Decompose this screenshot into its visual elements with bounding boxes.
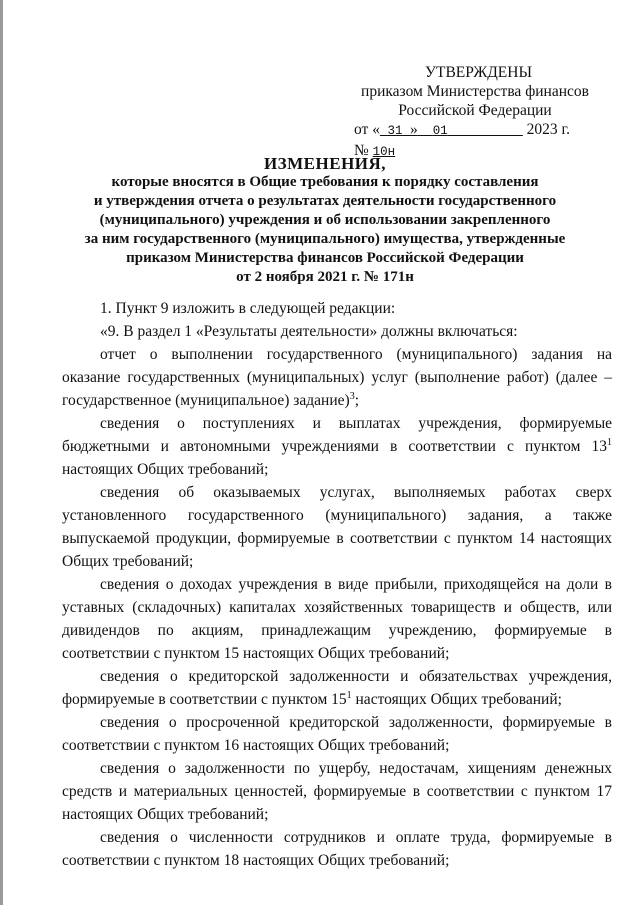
date-year: 2023 г. № bbox=[354, 121, 571, 159]
superscript: 1 bbox=[346, 690, 352, 701]
paragraph: сведения о просроченной кредиторской задолженности, формируемые в соответствии с пунктом 16 настоящих Общих требований; bbox=[62, 714, 612, 754]
paragraph: 1. Пункт 9 изложить в следующей редакции: bbox=[100, 300, 396, 317]
order-number: 10н bbox=[372, 145, 396, 159]
paragraph: «9. В раздел 1 «Результаты деятельности» должны включаться: bbox=[100, 323, 518, 340]
date-separator: » bbox=[410, 121, 418, 138]
heading-line: и утверждения отчета о результатах деятельности государственного bbox=[93, 193, 557, 209]
approval-line-1: приказом Министерства финансов bbox=[361, 83, 589, 100]
approval-title: УТВЕРЖДЕНЫ bbox=[425, 64, 532, 81]
heading-title: ИЗМЕНЕНИЯ, bbox=[263, 154, 387, 173]
date-prefix: от « bbox=[354, 121, 380, 138]
date-day: 31 bbox=[387, 124, 403, 138]
paragraph: сведения о задолженности по ущербу, недостачам, хищениям денежных средств и материальных ценностей, формируемые в соответствии с пунктом 17 настоящих Общих требований; bbox=[62, 760, 612, 823]
heading-line: от 2 ноября 2021 г. № 171н bbox=[236, 269, 414, 285]
paragraph: сведения о поступлениях и выплатах учреждения, формируемые бюджетными и автономными учреждениями в соответствии с пунктом $13^1$ настоящих Общих требований; bbox=[62, 415, 612, 478]
heading-line: которые вносятся в Общие требования к порядку составления bbox=[111, 174, 539, 190]
superscript: 1 bbox=[607, 437, 612, 448]
document-heading bbox=[60, 154, 590, 287]
paragraph: отчет о выполнении государственного (муниципального) задания на оказание государственных (муниципальных) услуг (выполнение работ) (далее – государственное (муниципальное) задание)$^3$; bbox=[62, 346, 612, 409]
date-month: 01 bbox=[432, 124, 448, 138]
paragraph: сведения об оказываемых услугах, выполняемых работах сверх установленного государственного (муниципального) задания, а также выпускаемой продукции, формируемые в соответствии с пунктом 14 настоящих Общих требований; bbox=[62, 484, 612, 570]
paragraph: сведения о численности сотрудников и оплате труда, формируемые в соответствии с пунктом 18 настоящих Общих требований; bbox=[62, 829, 612, 869]
paragraph: сведения о доходах учреждения в виде прибыли, приходящейся на доли в уставных (складочных) капиталах хозяйственных товариществ и обществ, или дивидендов по акциям, принадлежащим учреждению, формируемые в соответствии с пунктом 15 настоящих Общих требований; bbox=[62, 576, 612, 662]
page-edge bbox=[0, 0, 3, 905]
paragraph: сведения о кредиторской задолженности и обязательствах учреждения, формируемые в соответствии с пунктом $15^1$ настоящих Общих требований; bbox=[62, 668, 612, 708]
heading-line: (муниципального) учреждения и об использовании закрепленного bbox=[99, 212, 551, 228]
approval-block bbox=[350, 63, 600, 162]
heading-line: за ним государственного (муниципального) имущества, утвержденные bbox=[84, 231, 566, 247]
document-body bbox=[62, 297, 612, 872]
approval-line-2: Российской Федерации bbox=[398, 102, 552, 119]
footnote-marker: 3 bbox=[349, 391, 355, 402]
heading-line: приказом Министерства финансов Российской Федерации bbox=[126, 250, 524, 266]
